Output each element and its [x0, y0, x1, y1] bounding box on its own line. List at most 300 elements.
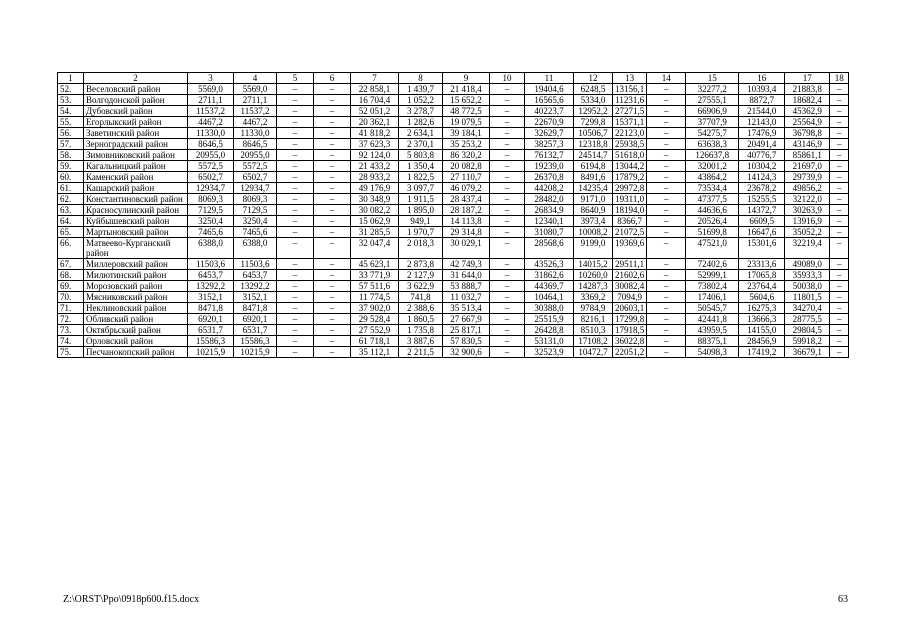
- table-cell: 22123,0: [613, 128, 647, 139]
- table-cell: 21883,8: [785, 84, 830, 95]
- table-cell: 20526,4: [686, 216, 739, 227]
- table-cell: –: [490, 281, 525, 292]
- row-number-cell: 53.: [58, 95, 84, 106]
- table-cell: 25564,9: [785, 117, 830, 128]
- table-cell: –: [830, 259, 849, 270]
- row-number-cell: 64.: [58, 216, 84, 227]
- table-cell: –: [830, 270, 849, 281]
- table-cell: –: [830, 139, 849, 150]
- district-name-cell: Мартыновский район: [84, 227, 188, 238]
- table-cell: 85861,1: [785, 150, 830, 161]
- table-cell: 14015,2: [574, 259, 613, 270]
- table-cell: 7129,5: [234, 205, 277, 216]
- table-cell: –: [490, 84, 525, 95]
- table-cell: –: [490, 336, 525, 347]
- table-cell: –: [830, 292, 849, 303]
- table-cell: –: [490, 292, 525, 303]
- row-number-cell: 67.: [58, 259, 84, 270]
- table-row: [58, 238, 849, 259]
- table-row: [58, 183, 849, 194]
- table-cell: 10215,9: [234, 347, 277, 358]
- table-cell: –: [314, 84, 351, 95]
- table-cell: 48 772,5: [443, 106, 490, 117]
- table-cell: –: [490, 139, 525, 150]
- table-cell: 9784,9: [574, 303, 613, 314]
- table-row: [58, 172, 849, 183]
- district-name-cell: Зерноградский район: [84, 139, 188, 150]
- table-cell: 11231,6: [613, 95, 647, 106]
- table-cell: 47377,5: [686, 194, 739, 205]
- table-cell: 32122,0: [785, 194, 830, 205]
- table-cell: 15586,3: [234, 336, 277, 347]
- table-cell: 2 873,8: [399, 259, 443, 270]
- table-cell: –: [314, 270, 351, 281]
- district-name-cell: Мясниковский район: [84, 292, 188, 303]
- table-cell: 4467,2: [234, 117, 277, 128]
- table-cell: –: [490, 194, 525, 205]
- table-cell: –: [830, 183, 849, 194]
- table-cell: 17879,2: [613, 172, 647, 183]
- table-cell: –: [490, 95, 525, 106]
- table-cell: –: [314, 161, 351, 172]
- table-cell: 39 184,1: [443, 128, 490, 139]
- table-row: [58, 336, 849, 347]
- table-row: [58, 84, 849, 95]
- table-cell: –: [830, 117, 849, 128]
- table-cell: 3 887,6: [399, 336, 443, 347]
- table-cell: 2 018,3: [399, 238, 443, 259]
- table-cell: 43526,3: [525, 259, 574, 270]
- table-cell: 5572,5: [188, 161, 234, 172]
- table-cell: –: [830, 325, 849, 336]
- row-number-cell: 58.: [58, 150, 84, 161]
- table-cell: –: [277, 128, 314, 139]
- table-cell: 54275,7: [686, 128, 739, 139]
- table-cell: 35933,3: [785, 270, 830, 281]
- table-cell: 21072,5: [613, 227, 647, 238]
- table-cell: 8872,7: [739, 95, 785, 106]
- table-cell: 14124,3: [739, 172, 785, 183]
- table-cell: 2 211,5: [399, 347, 443, 358]
- table-cell: –: [490, 270, 525, 281]
- table-row: [58, 205, 849, 216]
- table-cell: 14372,7: [739, 205, 785, 216]
- table-cell: 30263,9: [785, 205, 830, 216]
- table-cell: 6531,7: [234, 325, 277, 336]
- table-cell: 21602,6: [613, 270, 647, 281]
- table-cell: 20955,0: [188, 150, 234, 161]
- header-cell: 17: [785, 73, 830, 84]
- table-cell: –: [314, 336, 351, 347]
- table-cell: 25 817,1: [443, 325, 490, 336]
- table-cell: –: [647, 314, 686, 325]
- table-cell: 126637,8: [686, 150, 739, 161]
- table-cell: 72402,6: [686, 259, 739, 270]
- table-cell: –: [830, 347, 849, 358]
- table-cell: –: [277, 270, 314, 281]
- table-cell: 43864,2: [686, 172, 739, 183]
- table-cell: 19239,0: [525, 161, 574, 172]
- table-cell: 3250,4: [188, 216, 234, 227]
- table-cell: –: [314, 292, 351, 303]
- table-cell: 11503,6: [234, 259, 277, 270]
- table-cell: 7465,6: [234, 227, 277, 238]
- table-row: [58, 128, 849, 139]
- table-cell: –: [647, 183, 686, 194]
- table-cell: 16647,6: [739, 227, 785, 238]
- table-cell: –: [830, 150, 849, 161]
- table-cell: 51618,0: [613, 150, 647, 161]
- table-cell: 15586,3: [188, 336, 234, 347]
- table-cell: 3152,1: [188, 292, 234, 303]
- table-cell: 8069,3: [234, 194, 277, 205]
- table-cell: –: [647, 106, 686, 117]
- table-cell: 61 718,1: [351, 336, 399, 347]
- table-cell: –: [314, 205, 351, 216]
- table-cell: 35 513,4: [443, 303, 490, 314]
- header-row: [58, 73, 849, 84]
- table-cell: 10506,7: [574, 128, 613, 139]
- table-cell: –: [830, 227, 849, 238]
- table-cell: 1 282,6: [399, 117, 443, 128]
- table-cell: 24514,7: [574, 150, 613, 161]
- table-cell: –: [277, 216, 314, 227]
- row-number-cell: 65.: [58, 227, 84, 238]
- table-cell: 31080,7: [525, 227, 574, 238]
- district-name-cell: Морозовский район: [84, 281, 188, 292]
- table-cell: 17419,2: [739, 347, 785, 358]
- table-cell: –: [490, 259, 525, 270]
- table-cell: 51699,8: [686, 227, 739, 238]
- table-cell: 21 418,4: [443, 84, 490, 95]
- table-cell: –: [490, 106, 525, 117]
- table-row: [58, 194, 849, 205]
- table-cell: –: [277, 347, 314, 358]
- district-name-cell: Егорлыкский район: [84, 117, 188, 128]
- table-cell: –: [830, 161, 849, 172]
- table-cell: 28 933,2: [351, 172, 399, 183]
- table-cell: –: [490, 238, 525, 259]
- table-cell: –: [830, 205, 849, 216]
- district-name-cell: Песчанокопский район: [84, 347, 188, 358]
- district-name-cell: Веселовский район: [84, 84, 188, 95]
- table-cell: 2 634,1: [399, 128, 443, 139]
- header-cell: 8: [399, 73, 443, 84]
- table-cell: 10260,0: [574, 270, 613, 281]
- table-cell: 40223,7: [525, 106, 574, 117]
- table-cell: 43146,9: [785, 139, 830, 150]
- table-cell: 19311,0: [613, 194, 647, 205]
- header-cell: 5: [277, 73, 314, 84]
- table-cell: 44369,7: [525, 281, 574, 292]
- table-cell: 28482,0: [525, 194, 574, 205]
- table-cell: 20491,4: [739, 139, 785, 150]
- table-cell: –: [314, 238, 351, 259]
- table-cell: –: [277, 336, 314, 347]
- header-cell: 1: [58, 73, 84, 84]
- header-cell: 18: [830, 73, 849, 84]
- table-cell: 2711,1: [188, 95, 234, 106]
- table-cell: –: [277, 205, 314, 216]
- table-cell: 11330,0: [188, 128, 234, 139]
- table-cell: 36022,8: [613, 336, 647, 347]
- table-cell: 36798,8: [785, 128, 830, 139]
- row-number-cell: 55.: [58, 117, 84, 128]
- table-cell: –: [647, 270, 686, 281]
- table-cell: –: [830, 303, 849, 314]
- table-cell: 53 888,7: [443, 281, 490, 292]
- table-cell: 10304,2: [739, 161, 785, 172]
- table-cell: 16275,3: [739, 303, 785, 314]
- row-number-cell: 59.: [58, 161, 84, 172]
- table-cell: –: [314, 150, 351, 161]
- table-cell: 17065,8: [739, 270, 785, 281]
- table-cell: 29804,5: [785, 325, 830, 336]
- table-cell: 1 439,7: [399, 84, 443, 95]
- table-cell: 35 253,2: [443, 139, 490, 150]
- table-cell: 37 902,0: [351, 303, 399, 314]
- table-cell: –: [314, 325, 351, 336]
- table-cell: –: [647, 238, 686, 259]
- table-cell: 34270,4: [785, 303, 830, 314]
- table-cell: 16565,6: [525, 95, 574, 106]
- table-cell: 32523,9: [525, 347, 574, 358]
- table-cell: –: [314, 172, 351, 183]
- table-cell: 30 348,9: [351, 194, 399, 205]
- table-cell: –: [490, 128, 525, 139]
- table-cell: 13292,2: [234, 281, 277, 292]
- table-cell: 27 667,9: [443, 314, 490, 325]
- table-cell: 3250,4: [234, 216, 277, 227]
- table-cell: –: [830, 95, 849, 106]
- table-cell: 41 818,2: [351, 128, 399, 139]
- table-cell: –: [647, 347, 686, 358]
- table-row: [58, 150, 849, 161]
- table-cell: 31862,6: [525, 270, 574, 281]
- table-cell: –: [647, 172, 686, 183]
- table-cell: 28 187,2: [443, 205, 490, 216]
- header-cell: 6: [314, 73, 351, 84]
- table-cell: 47521,0: [686, 238, 739, 259]
- table-cell: –: [277, 194, 314, 205]
- table-cell: 15 062,9: [351, 216, 399, 227]
- table-cell: 19369,6: [613, 238, 647, 259]
- table-cell: 21697,0: [785, 161, 830, 172]
- table-cell: 6609,5: [739, 216, 785, 227]
- table-row: [58, 281, 849, 292]
- table-cell: 5604,6: [739, 292, 785, 303]
- table-cell: 54098,3: [686, 347, 739, 358]
- footer-file-path: Z:\ORST\Ppo\0918p600.f15.docx: [63, 594, 200, 605]
- table-cell: –: [647, 117, 686, 128]
- district-name-cell: Заветинский район: [84, 128, 188, 139]
- table-cell: –: [647, 128, 686, 139]
- table-cell: 37 623,3: [351, 139, 399, 150]
- row-number-cell: 54.: [58, 106, 84, 117]
- district-name-cell: Зимовниковский район: [84, 150, 188, 161]
- table-cell: –: [490, 172, 525, 183]
- table-cell: –: [490, 227, 525, 238]
- table-cell: 14155,0: [739, 325, 785, 336]
- table-cell: 45362,9: [785, 106, 830, 117]
- table-cell: 45 623,1: [351, 259, 399, 270]
- table-cell: –: [314, 95, 351, 106]
- table-cell: 5572,5: [234, 161, 277, 172]
- table-cell: 8646,5: [234, 139, 277, 150]
- row-number-cell: 72.: [58, 314, 84, 325]
- header-cell: 16: [739, 73, 785, 84]
- table-cell: –: [647, 194, 686, 205]
- table-cell: 8471,8: [234, 303, 277, 314]
- district-name-cell: Обливский район: [84, 314, 188, 325]
- table-cell: 6502,7: [234, 172, 277, 183]
- table-cell: 1 860,5: [399, 314, 443, 325]
- table-cell: 3 278,7: [399, 106, 443, 117]
- table-cell: –: [314, 194, 351, 205]
- table-cell: 23313,6: [739, 259, 785, 270]
- table-cell: 52999,1: [686, 270, 739, 281]
- table-cell: 28 437,4: [443, 194, 490, 205]
- header-cell: 10: [490, 73, 525, 84]
- table-cell: 8491,6: [574, 172, 613, 183]
- table-cell: 12318,8: [574, 139, 613, 150]
- table-cell: 26428,8: [525, 325, 574, 336]
- table-cell: 33 771,9: [351, 270, 399, 281]
- table-cell: 40776,7: [739, 150, 785, 161]
- table-cell: 30 082,2: [351, 205, 399, 216]
- table-cell: –: [314, 106, 351, 117]
- table-cell: 1 895,0: [399, 205, 443, 216]
- table-cell: –: [277, 227, 314, 238]
- table-cell: –: [830, 194, 849, 205]
- table-cell: 7129,5: [188, 205, 234, 216]
- table-cell: 32 900,6: [443, 347, 490, 358]
- table-cell: 8471,8: [188, 303, 234, 314]
- table-cell: 28456,9: [739, 336, 785, 347]
- table-cell: 6248,5: [574, 84, 613, 95]
- table-cell: 59918,2: [785, 336, 830, 347]
- table-cell: 32629,7: [525, 128, 574, 139]
- table-row: [58, 259, 849, 270]
- table-cell: –: [647, 336, 686, 347]
- table-cell: 25515,9: [525, 314, 574, 325]
- table-cell: –: [277, 161, 314, 172]
- table-cell: –: [490, 325, 525, 336]
- table-cell: 5569,0: [234, 84, 277, 95]
- header-cell: 4: [234, 73, 277, 84]
- table-cell: –: [277, 84, 314, 95]
- table-cell: 10464,1: [525, 292, 574, 303]
- district-name-cell: Матвеево-Курганский район: [84, 238, 188, 259]
- table-cell: –: [277, 139, 314, 150]
- table-cell: 1 350,4: [399, 161, 443, 172]
- table-cell: 12934,7: [188, 183, 234, 194]
- table-cell: –: [647, 139, 686, 150]
- table-cell: –: [277, 259, 314, 270]
- table-cell: –: [490, 150, 525, 161]
- table-cell: –: [490, 216, 525, 227]
- table-cell: 6531,7: [188, 325, 234, 336]
- table-row: [58, 139, 849, 150]
- table-cell: –: [314, 183, 351, 194]
- table-cell: 3152,1: [234, 292, 277, 303]
- table-row: [58, 117, 849, 128]
- table-cell: –: [277, 150, 314, 161]
- table-cell: 29 314,8: [443, 227, 490, 238]
- table-cell: –: [647, 325, 686, 336]
- table-cell: 11537,2: [188, 106, 234, 117]
- table-cell: –: [314, 139, 351, 150]
- table-cell: 9199,0: [574, 238, 613, 259]
- table-cell: 6920,1: [188, 314, 234, 325]
- row-number-cell: 68.: [58, 270, 84, 281]
- table-cell: 86 320,2: [443, 150, 490, 161]
- table-cell: 3 622,9: [399, 281, 443, 292]
- table-cell: 53131,0: [525, 336, 574, 347]
- table-cell: 26834,9: [525, 205, 574, 216]
- district-name-cell: Волгодонской район: [84, 95, 188, 106]
- table-cell: 14235,4: [574, 183, 613, 194]
- table-cell: 3 097,7: [399, 183, 443, 194]
- table-cell: –: [314, 216, 351, 227]
- table-cell: –: [830, 106, 849, 117]
- table-cell: 12934,7: [234, 183, 277, 194]
- table-cell: 15301,6: [739, 238, 785, 259]
- table-cell: 66906,9: [686, 106, 739, 117]
- table-cell: 26370,8: [525, 172, 574, 183]
- table-cell: –: [830, 314, 849, 325]
- table-cell: 741,8: [399, 292, 443, 303]
- table-cell: –: [830, 336, 849, 347]
- table-cell: –: [647, 259, 686, 270]
- district-name-cell: Кашарский район: [84, 183, 188, 194]
- table-cell: –: [314, 117, 351, 128]
- district-name-cell: Неклиновский район: [84, 303, 188, 314]
- table-cell: –: [490, 314, 525, 325]
- table-cell: 88375,1: [686, 336, 739, 347]
- table-cell: –: [490, 183, 525, 194]
- table-cell: 18194,0: [613, 205, 647, 216]
- header-cell: 12: [574, 73, 613, 84]
- table-row: [58, 95, 849, 106]
- table-cell: –: [490, 347, 525, 358]
- table-cell: 6453,7: [188, 270, 234, 281]
- table-row: [58, 303, 849, 314]
- district-name-cell: Дубовский район: [84, 106, 188, 117]
- header-cell: 15: [686, 73, 739, 84]
- table-cell: 13044,2: [613, 161, 647, 172]
- table-cell: 6502,7: [188, 172, 234, 183]
- row-number-cell: 63.: [58, 205, 84, 216]
- table-cell: 52 051,2: [351, 106, 399, 117]
- row-number-cell: 57.: [58, 139, 84, 150]
- table-row: [58, 347, 849, 358]
- table-cell: 44208,2: [525, 183, 574, 194]
- table-cell: –: [647, 205, 686, 216]
- table-cell: 31 644,0: [443, 270, 490, 281]
- table-cell: 18682,4: [785, 95, 830, 106]
- table-cell: 28775,5: [785, 314, 830, 325]
- table-cell: 13666,3: [739, 314, 785, 325]
- table-cell: 8646,5: [188, 139, 234, 150]
- table-cell: 15 652,2: [443, 95, 490, 106]
- table-cell: 5334,0: [574, 95, 613, 106]
- district-name-cell: Константиновский район: [84, 194, 188, 205]
- header-cell: 9: [443, 73, 490, 84]
- table-cell: 7094,9: [613, 292, 647, 303]
- table-cell: 63638,3: [686, 139, 739, 150]
- table-cell: 3973,4: [574, 216, 613, 227]
